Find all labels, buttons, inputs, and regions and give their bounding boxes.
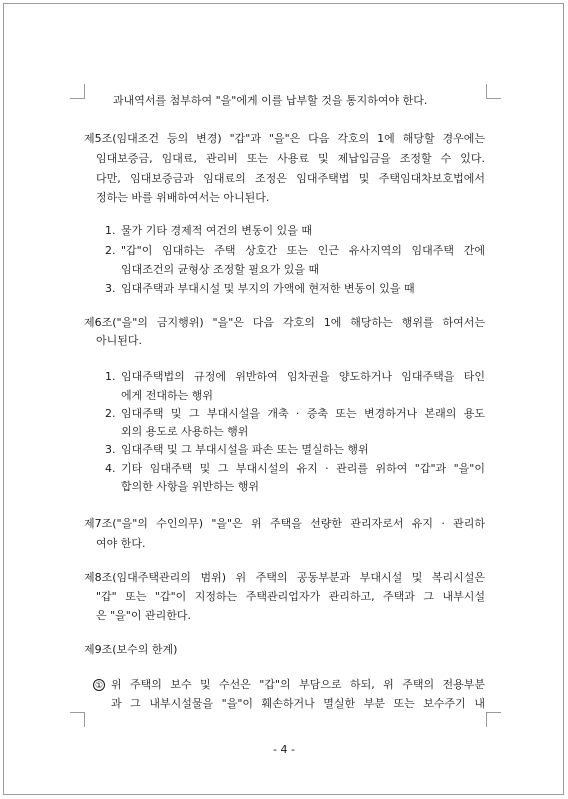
page-number: - 4 - <box>273 743 295 756</box>
list-number: 3. <box>105 282 116 295</box>
list-item: 임대주택과 부대시설 및 부지의 가액에 현저한 변동이 있을 때 <box>121 282 415 295</box>
list-item-continued: 에게 전대하는 행위 <box>121 389 214 402</box>
article-9-heading: 제9조(보수의 한계) <box>84 643 178 656</box>
article-6-heading: 제6조("을"의 금지행위) "을"은 다음 각호의 1에 해당하는 행위를 하여서는 <box>84 316 485 329</box>
list-number: 2. <box>105 244 116 257</box>
list-item-continued: 임대조건의 균형상 조정할 필요가 있을 때 <box>121 263 320 276</box>
crop-mark-bottom-left <box>70 712 85 727</box>
text-line: "갑" 또는 "갑"이 지정하는 주택관리업자가 관리하고, 주택과 그 내부시설 <box>96 590 485 603</box>
paragraph-line: 위 주택의 보수 및 수선은 "갑"의 부담으로 하되, 위 주택의 전용부분 <box>111 678 485 691</box>
list-item: 임대주택 및 그 부대시설을 파손 또는 멸실하는 행위 <box>121 443 369 456</box>
text-line: 임대보증금, 임대료, 관리비 또는 사용료 및 제납입금을 조정할 수 있다. <box>96 152 485 165</box>
list-item: "갑"이 임대하는 주택 상호간 또는 인근 유사지역의 임대주택 간에 <box>121 244 485 257</box>
circled-one-marker: ① <box>94 681 104 691</box>
text-line: 정하는 바를 위배하여서는 아니된다. <box>96 191 270 204</box>
article-5-heading: 제5조(임대조건 등의 변경) "갑"과 "을"은 다음 각호의 1에 해당할 경우에는 <box>84 132 485 145</box>
crop-mark-top-right <box>486 84 501 99</box>
article-7-heading: 제7조("을"의 수인의무) "을"은 위 주택을 선량한 관리자로서 유지 · 관리하 <box>84 517 485 530</box>
list-number: 1. <box>105 224 116 237</box>
text-line: 아니된다. <box>96 334 143 347</box>
list-number: 3. <box>105 443 116 456</box>
list-item: 임대주택법의 규정에 위반하여 임차권을 양도하거나 임대주택을 타인 <box>121 370 485 383</box>
page-frame <box>3 3 564 795</box>
list-item: 물가 기타 경제적 여건의 변동이 있을 때 <box>121 224 312 237</box>
list-item-continued: 외의 용도로 사용하는 행위 <box>121 425 249 438</box>
paragraph-line: 과 그 내부시설물을 "을"이 훼손하거나 멸실한 부분 또는 보수주기 내 <box>111 697 485 710</box>
article-8-heading: 제8조(임대주택관리의 범위) 위 주택의 공동부분과 부대시설 및 복리시설은 <box>84 571 485 584</box>
list-number: 4. <box>105 462 116 475</box>
crop-mark-top-left <box>70 84 85 99</box>
circled-number <box>93 678 105 692</box>
text-line: 과내역서를 첨부하여 "을"에게 이를 납부할 것을 통지하여야 한다. <box>113 94 428 107</box>
list-item-continued: 합의한 사항을 위반하는 행위 <box>121 480 260 493</box>
list-item: 기타 임대주택 및 그 부대시설의 유지 · 관리를 위하여 "갑"과 "을"이 <box>121 462 485 475</box>
list-number: 2. <box>105 407 116 420</box>
text-line: 은 "을"이 관리한다. <box>96 609 191 622</box>
list-item: 임대주택 및 그 부대시설을 개축 · 증축 또는 변경하거나 본래의 용도 <box>121 407 485 420</box>
list-number: 1. <box>105 370 116 383</box>
text-line: 여야 한다. <box>96 537 146 550</box>
text-line: 다만, 임대보증금과 임대료의 조정은 임대주택법 및 주택임대차보호법에서 <box>96 172 485 185</box>
crop-mark-bottom-right <box>486 712 501 727</box>
